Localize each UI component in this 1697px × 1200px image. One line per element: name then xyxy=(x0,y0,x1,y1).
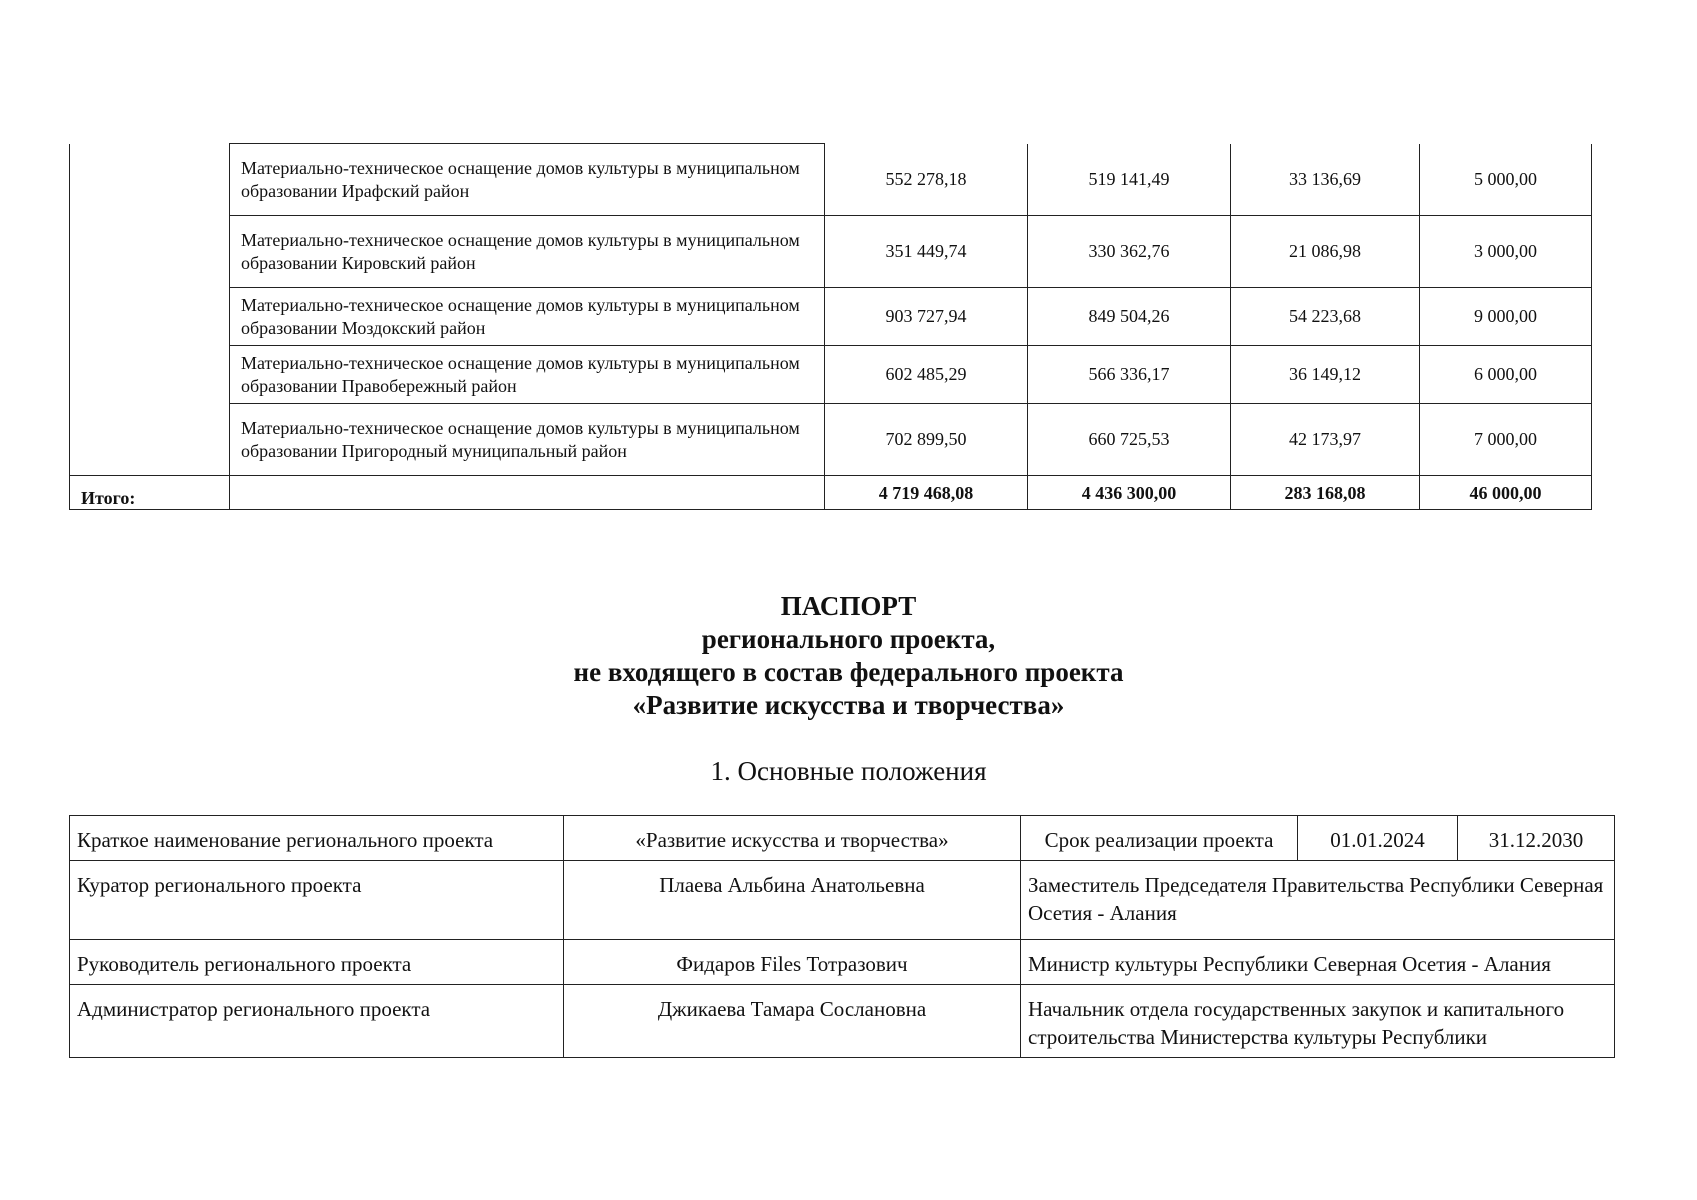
heading-line: ПАСПОРТ xyxy=(780,591,917,621)
head-label: Руководитель регионального проекта xyxy=(70,940,564,985)
row-value-regional: 42 173,97 xyxy=(1231,404,1420,476)
term-start-date: 01.01.2024 xyxy=(1298,816,1458,861)
empty-cell xyxy=(70,144,230,476)
row-value-local: 5 000,00 xyxy=(1420,144,1592,216)
info-row-short-name xyxy=(70,816,1615,861)
row-value-regional: 36 149,12 xyxy=(1231,346,1420,404)
info-row-head xyxy=(70,940,1615,985)
curator-name: Плаева Альбина Анатольевна xyxy=(564,861,1021,940)
row-value-regional: 21 086,98 xyxy=(1231,216,1420,288)
total-value-total: 4 719 468,08 xyxy=(825,476,1028,510)
curator-label: Куратор регионального проекта xyxy=(70,861,564,940)
info-row-curator xyxy=(70,861,1615,940)
row-name: Материально-техническое оснащение домов культуры в муниципальном образовании Пригородный муниципальный район xyxy=(230,404,825,476)
row-name: Материально-техническое оснащение домов культуры в муниципальном образовании Кировский район xyxy=(230,216,825,288)
funding-table xyxy=(69,143,1592,510)
row-value-local: 9 000,00 xyxy=(1420,288,1592,346)
total-label: Итого: xyxy=(70,476,230,510)
short-name-value: «Развитие искусства и творчества» xyxy=(564,816,1021,861)
row-value-federal: 849 504,26 xyxy=(1028,288,1231,346)
section-title: 1. Основные положения xyxy=(710,756,987,786)
head-name: Фидаров Files Тотразович xyxy=(564,940,1021,985)
row-value-total: 903 727,94 xyxy=(825,288,1028,346)
total-value-regional: 283 168,08 xyxy=(1231,476,1420,510)
row-value-local: 7 000,00 xyxy=(1420,404,1592,476)
table-row xyxy=(70,404,1592,476)
row-value-total: 602 485,29 xyxy=(825,346,1028,404)
heading-line: не входящего в состав федерального проекта xyxy=(573,657,1124,687)
row-value-total: 552 278,18 xyxy=(825,144,1028,216)
row-value-local: 6 000,00 xyxy=(1420,346,1592,404)
row-value-local: 3 000,00 xyxy=(1420,216,1592,288)
row-value-regional: 33 136,69 xyxy=(1231,144,1420,216)
row-value-federal: 519 141,49 xyxy=(1028,144,1231,216)
table-row xyxy=(70,216,1592,288)
row-value-total: 702 899,50 xyxy=(825,404,1028,476)
head-position: Министр культуры Республики Северная Осетия - Алания xyxy=(1021,940,1615,985)
heading-line: регионального проекта, xyxy=(701,624,996,654)
heading-line: «Развитие искусства и творчества» xyxy=(632,690,1065,720)
row-value-federal: 660 725,53 xyxy=(1028,404,1231,476)
curator-position: Заместитель Председателя Правительства Республики Северная Осетия - Алания xyxy=(1021,861,1615,940)
term-label: Срок реализации проекта xyxy=(1021,816,1298,861)
info-row-admin xyxy=(70,985,1615,1058)
admin-position: Начальник отдела государственных закупок и капитального строительства Министерства культуры Республики xyxy=(1021,985,1615,1058)
row-value-regional: 54 223,68 xyxy=(1231,288,1420,346)
passport-heading xyxy=(0,590,1697,722)
table-row xyxy=(70,144,1592,216)
table-row xyxy=(70,346,1592,404)
row-value-federal: 566 336,17 xyxy=(1028,346,1231,404)
row-name: Материально-техническое оснащение домов культуры в муниципальном образовании Правобережный район xyxy=(230,346,825,404)
total-empty-cell xyxy=(230,476,825,510)
total-value-federal: 4 436 300,00 xyxy=(1028,476,1231,510)
row-value-federal: 330 362,76 xyxy=(1028,216,1231,288)
admin-label: Администратор регионального проекта xyxy=(70,985,564,1058)
row-name: Материально-техническое оснащение домов культуры в муниципальном образовании Моздокский район xyxy=(230,288,825,346)
table-row xyxy=(70,288,1592,346)
short-name-label: Краткое наименование регионального проекта xyxy=(70,816,564,861)
total-row xyxy=(70,476,1592,510)
admin-name: Джикаева Тамара Сослановна xyxy=(564,985,1021,1058)
row-value-total: 351 449,74 xyxy=(825,216,1028,288)
project-info-table xyxy=(69,815,1615,1058)
row-name: Материально-техническое оснащение домов культуры в муниципальном образовании Ирафский район xyxy=(230,144,825,216)
term-end-date: 31.12.2030 xyxy=(1458,816,1615,861)
total-value-local: 46 000,00 xyxy=(1420,476,1592,510)
